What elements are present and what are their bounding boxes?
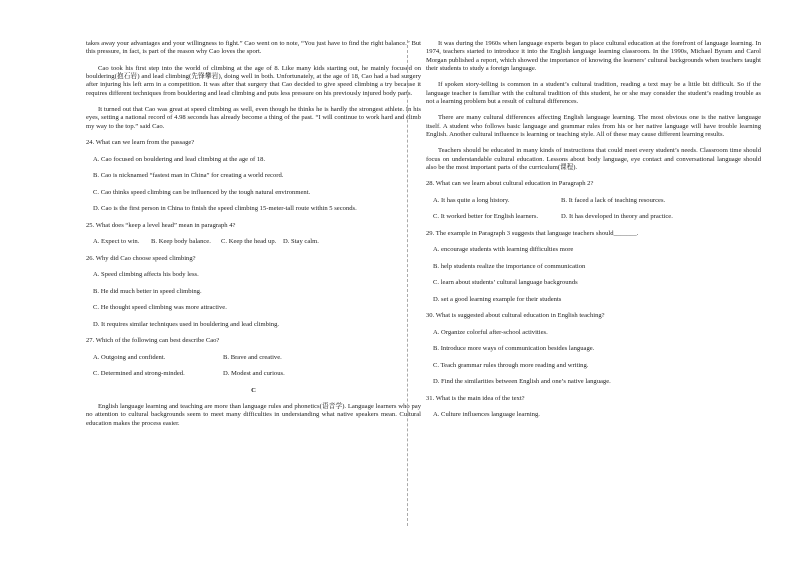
option-28-d: D. It has developed in theory and practice.	[561, 213, 673, 221]
paragraph: Teachers should be educated in many kinds of instructions that could meet every student’s needs. Classroom time should focus on understandable cultural education. Lessons about body language, eye contact and conversational language should also be the most important parts of the curriculum(课程).	[426, 147, 761, 171]
option-27-a: A. Outgoing and confident.	[93, 353, 166, 361]
paragraph: It was during the 1960s when language experts began to place cultural education at the forefront of language learning. In 1974, teachers started to introduce it into the English language learning classroom. In the 1990s, Michael Byram and Carol Morgan published a report, which showed the importance of knowing the learners’ cultural backgrounds when teachers taught their students to study a foreign language.	[426, 40, 761, 72]
option-24-a: A. Cao focused on bouldering and lead climbing at the age of 18.	[93, 155, 266, 163]
question-28-stem: 28. What can we learn about cultural education in Paragraph 2?	[426, 180, 594, 188]
option-30-b: B. Introduce more ways of communication besides language.	[433, 345, 595, 353]
option-28-b: B. It faced a lack of teaching resources.	[561, 196, 666, 204]
option-31-a: A. Culture influences language learning.	[433, 411, 540, 419]
question-25-options	[93, 238, 421, 246]
paragraph: There are many cultural differences affecting English language learning. The most obvious one is the native language itself. A student who follows basic language and grammar rules from his or her native language will have trouble learning English. Another cultural influence is learning or teaching style. All of these may cause different learning results.	[426, 114, 761, 138]
question-26-stem: 26. Why did Cao choose speed climbing?	[86, 254, 196, 262]
column-divider	[407, 40, 408, 526]
option-27-d: D. Modest and curious.	[223, 370, 285, 377]
right-column	[426, 40, 761, 428]
option-28-a: A. It has quite a long history.	[433, 196, 510, 204]
paragraph: If spoken story-telling is common in a student’s cultural tradition, reading a text may be a little bit difficult. So if the language teacher is familiar with the cultural tradition of this student, he or she may consider the student’s reading trouble as not a learning problem but a result of cultural differences.	[426, 81, 761, 105]
option-29-c: C. learn about students’ cultural language backgrounds	[433, 279, 578, 287]
option-27-b: B. Brave and creative.	[223, 353, 282, 361]
option-26-d: D. It requires similar techniques used in bouldering and lead climbing.	[93, 320, 280, 328]
paragraph: English language learning and teaching are more than language rules and phonetics(语音学). Language learners who pay no attention to cultural backgrounds seem to meet many difficulties in understanding what native speakers mean. Cultural education makes the process easier.	[86, 403, 421, 427]
question-29-stem: 29. The example in Paragraph 3 suggests that language teachers should_______.	[426, 229, 639, 237]
option-30-a: A. Organize colorful after-school activities.	[433, 328, 548, 336]
left-column	[86, 40, 421, 436]
option-29-a: A. encourage students with learning difficulties more	[433, 246, 574, 254]
option-30-d: D. Find the similarities between English and one’s native language.	[433, 378, 611, 386]
option-24-c: C. Cao thinks speed climbing can be influenced by the tough natural environment.	[93, 188, 311, 196]
option-26-a: A. Speed climbing affects his body less.	[93, 271, 199, 278]
question-31-stem: 31. What is the main idea of the text?	[426, 394, 525, 402]
question-25-stem: 25. What does “keep a level head” mean in paragraph 4?	[86, 221, 236, 229]
question-27-options-ab	[93, 354, 421, 362]
option-24-b: B. Cao is nicknamed “fastest man in China” for creating a world record.	[93, 172, 284, 179]
option-26-c: C. He thought speed climbing was more attractive.	[93, 304, 227, 311]
section-label: C	[251, 386, 256, 394]
option-25-b: B. Keep body balance.	[151, 238, 211, 245]
option-30-c: C. Teach grammar rules through more reading and writing.	[433, 361, 589, 369]
option-26-b: B. He did much better in speed climbing.	[93, 287, 202, 295]
question-27-stem: 27. Which of the following can best describe Cao?	[86, 337, 220, 344]
option-29-d: D. set a good learning example for their students	[433, 295, 562, 303]
option-25-a: A. Expect to win.	[93, 238, 140, 245]
paragraph: Cao took his first step into the world of climbing at the age of 8. Like many kids starting out, he mainly focused on bouldering(抱石岩) and lead climbing(先锋攀岩), doing well in both. Unfortunately, at the age of 18, Cao had a bad surgery after injuring his left arm in a competition. It was after that surgery that Cao decided to give speed climbing a try because it requires different techniques from bouldering and lead climbing and puts less pressure on his previously injured body parts.	[86, 64, 421, 97]
question-24-stem: 24. What can we learn from the passage?	[86, 139, 195, 146]
option-28-c: C. It worked better for English learners.	[433, 213, 539, 221]
option-27-c: C. Determined and strong-minded.	[93, 370, 185, 377]
question-28-options-ab	[433, 197, 761, 205]
paragraph: It turned out that Cao was great at speed climbing as well, even though he thinks he is hardly the strongest athlete. In his eyes, setting a national record of 4.98 seconds has already become a thing of the past. “I will continue to work hard and climb my way to the top.” said Cao.	[86, 106, 421, 130]
question-28-options-cd	[433, 213, 761, 221]
option-25-c: C. Keep the head up.	[221, 238, 277, 245]
question-30-stem: 30. What is suggested about cultural education in English teaching?	[426, 312, 605, 320]
question-27-options-cd	[93, 370, 421, 378]
option-29-b: B. help students realize the importance of communication	[433, 262, 586, 270]
option-25-d: D. Stay calm.	[283, 238, 319, 245]
option-24-d: D. Cao is the first person in China to finish the speed climbing 15-meter-tall route within 5 seconds.	[93, 205, 357, 212]
paragraph: takes away your advantages and your willingness to fight.” Cao went on to note, “You just have to find the right balance.” But this pressure, in fact, is part of the reason why Cao loves the sport.	[86, 40, 421, 56]
